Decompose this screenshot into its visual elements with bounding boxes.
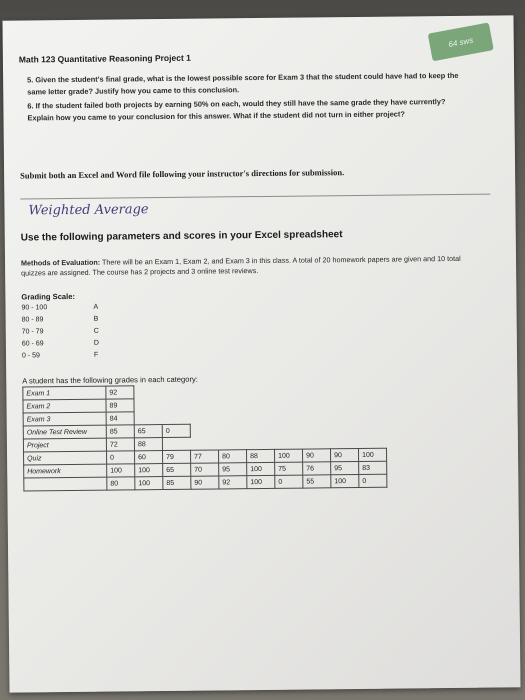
empty-cell [218,424,246,437]
notebook-sticker [428,22,494,61]
empty-cell [190,411,218,424]
grade-cell: 95 [331,461,359,474]
divider-line [20,194,490,200]
parameters-heading: Use the following parameters and scores in your Excel spreadsheet [20,229,343,244]
submit-instructions: Submit both an Excel and Word file following your instructor's directions for submission. [20,167,345,181]
grading-scale-row [21,304,101,316]
grade-cell: 100 [135,477,163,490]
empty-cell [190,385,218,398]
category-label: Project [23,438,106,452]
empty-cell [218,411,246,424]
grade-cell: 100 [247,475,275,488]
grade-cell: 100 [107,464,135,477]
category-label: Exam 3 [23,412,106,426]
empty-cell [246,436,274,449]
grade-cell: 100 [358,448,386,461]
scale-range: 90 - 100 [21,304,48,312]
scale-range: 70 - 79 [21,328,44,336]
grading-scale-row [22,352,102,364]
category-label: Exam 1 [23,386,106,400]
empty-cell [358,422,386,435]
empty-cell [162,385,190,398]
question-5: 5. Given the student's final grade, what is the lowest possible score for Exam 3 that the student could have had to keep the same letter grade? Justify how you came to this conclusion. [27,70,459,97]
empty-cell [330,396,358,409]
grade-cell: 88 [134,438,162,451]
empty-cell [358,396,386,409]
grade-cell: 72 [106,438,134,451]
grade-cell: 79 [163,450,191,463]
empty-cell [274,384,302,397]
grade-cell: 95 [219,463,247,476]
grade-cell: 0 [275,475,303,488]
grade-cell: 90 [191,476,219,489]
worksheet-page [2,15,520,692]
grade-cell: 100 [331,474,359,487]
grade-cell: 84 [106,412,134,425]
empty-cell [302,423,330,436]
empty-cell [246,384,274,397]
grade-cell: 65 [134,425,162,438]
empty-cell [162,398,190,411]
grade-cell: 100 [274,449,302,462]
grades-table [22,383,387,492]
grade-cell: 0 [359,474,387,487]
empty-cell [190,398,218,411]
grade-cell: 65 [163,463,191,476]
empty-cell [218,437,246,450]
grades-intro: A student has the following grades in each category: [22,374,198,386]
grading-scale-row [22,316,102,328]
empty-cell [330,383,358,396]
empty-cell [302,397,330,410]
grades-row [24,474,387,491]
grade-cell: 70 [191,463,219,476]
empty-cell [330,435,358,448]
empty-cell [246,423,274,436]
grade-cell: 76 [303,462,331,475]
empty-cell [274,397,302,410]
grade-cell: 100 [135,464,163,477]
grade-cell: 85 [106,425,134,438]
empty-cell [134,386,162,399]
course-title: Math 123 Quantitative Reasoning Project 1 [18,52,191,65]
grading-scale-row [22,340,102,352]
empty-cell [218,385,246,398]
methods-of-evaluation [21,254,481,279]
scale-letter: B [93,315,99,323]
grading-scale-row [22,328,102,340]
empty-cell [302,384,330,397]
question-6: 6. If the student failed both projects by earning 50% on each, would they still have the same grade they have currently? Explain how you came to your conclusion for this answer. What if the student did not turn in either project? [27,97,446,123]
grade-cell: 0 [162,424,190,437]
empty-cell [274,436,302,449]
empty-cell [190,437,218,450]
empty-cell [134,399,162,412]
scale-range: 80 - 89 [21,316,44,324]
grade-cell: 75 [275,462,303,475]
empty-cell [162,411,190,424]
handwritten-note: Weighted Average [28,202,149,219]
grade-cell: 88 [247,449,275,462]
empty-cell [218,398,246,411]
grade-cell: 90 [330,448,358,461]
sticker-text: 64 sws [447,35,474,49]
empty-cell [246,410,274,423]
empty-cell [246,397,274,410]
grade-cell: 77 [191,450,219,463]
scale-range: 60 - 69 [21,340,44,348]
category-label: Exam 2 [23,399,106,413]
grade-cell: 55 [303,475,331,488]
grade-cell: 60 [135,451,163,464]
category-label: Online Test Review [23,425,106,439]
scale-letter: A [93,303,99,311]
grade-cell: 92 [106,386,134,399]
empty-cell [190,424,218,437]
empty-cell [274,410,302,423]
category-label: Quiz [24,451,107,465]
empty-cell [162,437,190,450]
scale-letter: F [93,351,99,359]
methods-label: Methods of Evaluation: [20,257,101,268]
empty-cell [330,422,358,435]
grade-cell: 92 [219,476,247,489]
grade-cell: 90 [302,449,330,462]
empty-cell [358,383,386,396]
empty-cell [134,412,162,425]
grade-cell: 0 [107,451,135,464]
methods-text: There will be an Exam 1, Exam 2, and Exam 3 in this class. A total of 20 homework papers are given and 10 total quizzes are assigned. The course has 2 projects and 3 online test reviews. [21,253,461,278]
grading-scale-title: Grading Scale: [21,291,76,302]
grade-cell: 80 [219,450,247,463]
empty-cell [358,409,386,422]
empty-cell [358,435,386,448]
grade-cell: 83 [359,461,387,474]
empty-cell [302,410,330,423]
grade-cell: 89 [106,399,134,412]
scale-range: 0 - 59 [21,352,40,360]
empty-cell [302,436,330,449]
empty-cell [330,409,358,422]
grade-cell: 100 [247,462,275,475]
scale-letter: D [93,339,99,347]
grade-cell: 80 [107,477,135,490]
grade-cell: 85 [163,476,191,489]
scale-letter: C [93,327,99,335]
category-label: Homework [24,464,107,478]
empty-cell [274,423,302,436]
category-label [24,477,107,491]
